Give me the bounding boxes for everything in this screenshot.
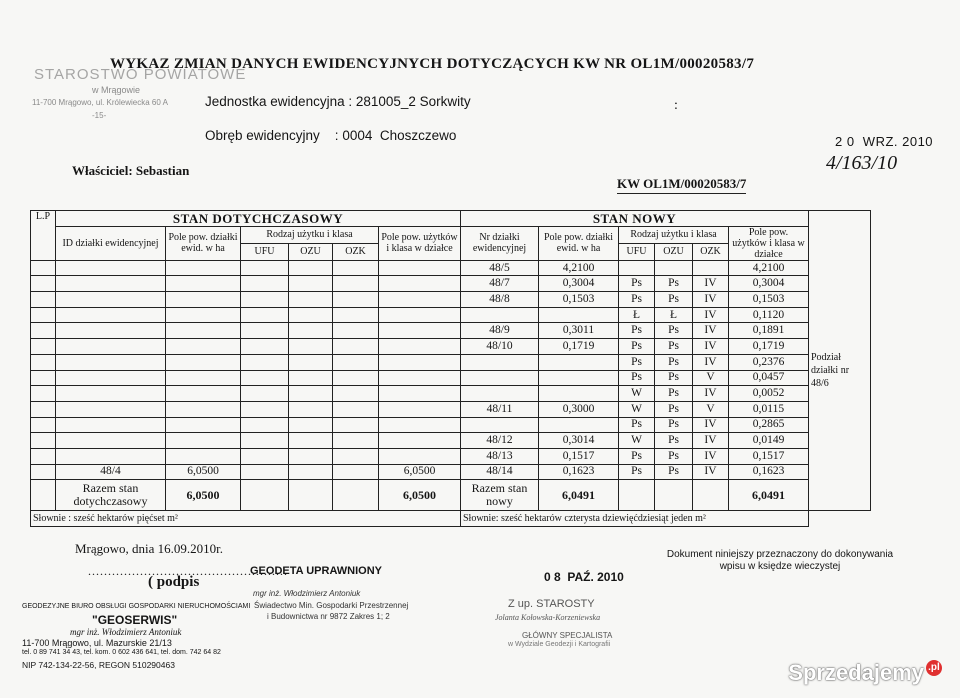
cell-old-id [56,260,166,276]
cell-area: 0,1503 [539,292,619,308]
cell-ozk: IV [693,307,729,323]
row-lp [31,292,56,308]
cell-use-area: 0,0457 [729,370,809,386]
cell-empty [289,386,333,402]
cell-nr [461,354,539,370]
total-new-ozk [693,480,729,511]
cell-old-use-area [379,323,461,339]
cell-empty [241,386,289,402]
new-use-header: Rodzaj użytku i klasa [619,226,729,243]
new-ozu-header: OZU [655,243,693,260]
cell-ozu: Ps [655,401,693,417]
cell-nr: 48/10 [461,339,539,355]
cell-old-area [166,370,241,386]
cell-area: 0,3011 [539,323,619,339]
new-area-header: Pole pow. działki ewid. w ha [539,226,619,260]
old-ozk-header: OZK [333,243,379,260]
cell-ufu: Ps [619,417,655,433]
cell-old-use-area [379,292,461,308]
cell-ufu: Ps [619,370,655,386]
old-ufu-header: UFU [241,243,289,260]
cell-ufu: W [619,386,655,402]
starosta-dept: w Wydziale Geodezji i Kartografii [508,641,611,648]
cell-ozk: IV [693,448,729,464]
row-lp [31,401,56,417]
cell-nr: 48/12 [461,433,539,449]
cell-empty [289,292,333,308]
old-use-header: Rodzaj użytku i klasa [241,226,379,243]
cell-empty [333,401,379,417]
cell-area [539,386,619,402]
cell-ozu: Ps [655,448,693,464]
cell-old-use-area [379,401,461,417]
cell-empty [241,464,289,480]
surveyor-name: mgr inż. Włodzimierz Antoniuk [253,589,361,598]
cell-old-id [56,354,166,370]
total-new-label: Razem stan nowy [461,480,539,511]
document-title: WYKAZ ZMIAN DANYCH EWIDENCYJNYCH DOTYCZĄCYCH KW NR OL1M/00020583/7 [110,56,755,72]
old-id-header: ID działki ewidencyjnej [56,226,166,260]
cell-empty [333,307,379,323]
cell-ozu: Ps [655,417,693,433]
cell-ozu: Ps [655,339,693,355]
cell-empty [241,276,289,292]
mark-colon: : [674,98,678,113]
place-date: Mrągowo, dnia 16.09.2010r. [75,541,224,556]
cell-empty [289,276,333,292]
remark-header [809,211,871,261]
cell-use-area: 0,1891 [729,323,809,339]
words-old: Słownie : sześć hektarów pięćset m² [31,511,461,527]
starosta-name: Jolanta Kołowska-Korzeniewska [495,613,601,622]
cell-old-id: 48/4 [56,464,166,480]
cell-old-area [166,417,241,433]
cell-empty [333,323,379,339]
old-use-area-header: Pole pow. użytków i klasa w działce [379,226,461,260]
cell-empty [241,307,289,323]
watermark-suffix: .pl [926,660,942,676]
cell-empty [333,448,379,464]
cell-ufu: W [619,401,655,417]
total-old-use: 6,0500 [379,480,461,511]
cell-empty [241,370,289,386]
cell-old-id [56,307,166,323]
cell-old-id [56,323,166,339]
row-lp [31,370,56,386]
new-ufu-header: UFU [619,243,655,260]
surveyor-number: i Budownictwa nr 9872 Zakres 1; 2 [267,612,390,621]
cell-ufu: Ps [619,464,655,480]
table-body [31,260,871,480]
table-row [31,260,871,276]
kw-reference: KW OL1M/00020583/7 [617,176,746,194]
cell-use-area: 0,1120 [729,307,809,323]
cell-empty [241,260,289,276]
signature-label: ( podpis [148,574,200,590]
old-area-header: Pole pow. działki ewid. w ha [166,226,241,260]
total-new-area: 6,0491 [539,480,619,511]
table-row [31,448,871,464]
cell-empty [289,370,333,386]
cell-area [539,307,619,323]
office-stamp-line-3: 11-700 Mrągowo, ul. Królewiecka 60 A [32,98,168,107]
owner-line: Właściciel: Sebastian [72,163,190,178]
cell-area: 0,3014 [539,433,619,449]
total-old-ozk [333,480,379,511]
cell-area: 0,3004 [539,276,619,292]
cell-ozk: IV [693,433,729,449]
cell-empty [289,401,333,417]
total-old-label: Razem stan dotychczasowy [56,480,166,511]
firm-line: GEODEZYJNE BIURO OBSŁUGI GOSPODARKI NIERUCHOMOŚCIAMI [22,603,251,610]
total-remark [809,480,871,511]
cell-empty [333,339,379,355]
old-state-header: STAN DOTYCHCZASOWY [56,211,461,227]
cell-use-area: 0,2376 [729,354,809,370]
cell-empty [241,292,289,308]
firm-name: "GEOSERWIS" [92,613,178,627]
row-lp [31,260,56,276]
cell-old-area [166,354,241,370]
cell-ozk: IV [693,323,729,339]
starosta-role: GŁÓWNY SPECJALISTA [522,631,613,640]
cell-empty [289,260,333,276]
cell-old-area: 6,0500 [166,464,241,480]
cell-old-use-area [379,417,461,433]
cell-nr: 48/14 [461,464,539,480]
cell-ufu: Ps [619,448,655,464]
cell-ozk: IV [693,417,729,433]
handwritten-reference: 4/163/10 [826,152,898,174]
table-row [31,354,871,370]
cell-use-area: 4,2100 [729,260,809,276]
cell-use-area: 0,1503 [729,292,809,308]
total-old-ozu [289,480,333,511]
cell-old-area [166,292,241,308]
table-row [31,433,871,449]
cell-ozu: Ps [655,276,693,292]
changes-table [30,210,871,527]
cell-empty [289,323,333,339]
total-new-ufu [619,480,655,511]
cell-old-area [166,433,241,449]
cell-empty [289,417,333,433]
cell-use-area: 0,1623 [729,464,809,480]
cell-ozu: Ps [655,433,693,449]
cell-empty [241,323,289,339]
cell-nr: 48/5 [461,260,539,276]
cell-old-id [56,339,166,355]
cell-old-area [166,448,241,464]
cell-ozk: IV [693,354,729,370]
cell-ufu: Ps [619,354,655,370]
cell-ozu: Ł [655,307,693,323]
cell-nr [461,307,539,323]
cell-nr [461,386,539,402]
cell-old-area [166,276,241,292]
row-lp [31,354,56,370]
cell-empty [241,417,289,433]
cell-empty [241,401,289,417]
table-row [31,292,871,308]
cell-old-use-area [379,276,461,292]
cell-old-use-area [379,386,461,402]
registration-unit: Jednostka ewidencyjna : 281005_2 Sorkwity [205,94,471,109]
office-stamp-line-4: -15- [92,111,107,120]
cell-use-area: 0,0115 [729,401,809,417]
cell-area [539,354,619,370]
cell-ufu: W [619,433,655,449]
received-date-stamp: 2 0 WRZ. 2010 [835,134,934,149]
cell-ozk: V [693,370,729,386]
table-row [31,276,871,292]
cell-empty [289,307,333,323]
cell-ozu: Ps [655,386,693,402]
firm-nip: NIP 742-134-22-56, REGON 510290463 [22,660,175,670]
cell-empty [289,464,333,480]
total-new-use: 6,0491 [729,480,809,511]
starosta-line: Z up. STAROSTY [508,598,595,610]
lp-header: L.P [31,211,56,261]
cell-nr: 48/8 [461,292,539,308]
table-row [31,323,871,339]
row-lp [31,417,56,433]
cell-empty [289,339,333,355]
approval-date-stamp: 0 8 PAŹ. 2010 [544,570,624,584]
cell-area: 0,1623 [539,464,619,480]
cell-ozk: V [693,401,729,417]
cell-use-area: 0,1719 [729,339,809,355]
cell-area [539,417,619,433]
cell-old-use-area [379,370,461,386]
cell-old-id [56,448,166,464]
cell-ozu: Ps [655,464,693,480]
cell-old-id [56,292,166,308]
firm-phones: tel. 0 89 741 34 43, tel. kom. 0 602 436 641, tel. dom. 742 64 82 [22,649,221,656]
row-lp [31,323,56,339]
cell-empty [333,417,379,433]
table-row [31,401,871,417]
firm-address: 11-700 Mrągowo, ul. Mazurskie 21/13 [22,638,172,648]
cell-old-id [56,370,166,386]
cell-old-id [56,386,166,402]
cell-old-id [56,417,166,433]
cell-ozu: Ps [655,323,693,339]
cell-old-use-area [379,448,461,464]
cell-old-id [56,276,166,292]
cell-empty [241,448,289,464]
table-row [31,464,871,480]
table-row [31,370,871,386]
cell-nr: 48/11 [461,401,539,417]
row-lp [31,464,56,480]
cell-old-use-area: 6,0500 [379,464,461,480]
row-lp [31,433,56,449]
row-lp [31,448,56,464]
cell-old-id [56,433,166,449]
firm-owner: mgr inż. Włodzimierz Antoniuk [70,627,182,637]
cell-use-area: 0,0149 [729,433,809,449]
cell-ufu [619,260,655,276]
cell-ozk [693,260,729,276]
cell-ozu: Ps [655,370,693,386]
remark-cell: Podział działki nr 48/6 [809,260,871,480]
row-lp [31,339,56,355]
cell-area: 0,1517 [539,448,619,464]
signature-line: .................................................. [88,564,288,578]
cell-old-area [166,339,241,355]
cell-old-use-area [379,354,461,370]
new-use-area-header: Pole pow. użytków i klasa w działce [729,226,809,260]
cell-old-use-area [379,260,461,276]
cell-ozk: IV [693,464,729,480]
surveyor-cert: Świadectwo Min. Gospodarki Przestrzennej [254,601,409,610]
row-lp [31,276,56,292]
cell-empty [289,433,333,449]
cell-area [539,370,619,386]
cell-empty [333,370,379,386]
cell-nr: 48/9 [461,323,539,339]
words-remark [809,511,871,527]
total-old-area: 6,0500 [166,480,241,511]
cell-use-area: 0,3004 [729,276,809,292]
cell-ufu: Ps [619,292,655,308]
cell-old-area [166,307,241,323]
old-ozu-header: OZU [289,243,333,260]
cell-ozk: IV [693,386,729,402]
watermark-logo [788,660,942,686]
table-row [31,417,871,433]
cell-empty [241,354,289,370]
cell-empty [333,386,379,402]
cell-empty [333,276,379,292]
cell-nr [461,370,539,386]
office-stamp-line-2: w Mrągowie [92,85,141,95]
cell-old-use-area [379,339,461,355]
total-lp [31,480,56,511]
cell-area: 0,1719 [539,339,619,355]
cell-empty [289,448,333,464]
cell-old-area [166,386,241,402]
document-note: Dokument niniejszy przeznaczony do dokonywania wpisu w księdze wieczystej [666,549,894,572]
cell-old-use-area [379,307,461,323]
cell-ufu: Ps [619,323,655,339]
cell-empty [241,433,289,449]
cell-ufu: Ł [619,307,655,323]
table-row [31,386,871,402]
cell-ozu [655,260,693,276]
cell-ozk: IV [693,339,729,355]
cell-use-area: 0,2865 [729,417,809,433]
surveyor-title: GEODETA UPRAWNIONY [250,565,383,577]
cell-ufu: Ps [619,339,655,355]
cell-empty [333,433,379,449]
cell-empty [333,354,379,370]
cell-old-area [166,323,241,339]
cell-old-use-area [379,433,461,449]
cell-empty [333,464,379,480]
table-row [31,307,871,323]
office-stamp-line-1: STAROSTWO POWIATOWE [34,66,247,83]
cell-area: 4,2100 [539,260,619,276]
total-new-ozu [655,480,693,511]
cell-nr [461,417,539,433]
cell-nr: 48/13 [461,448,539,464]
cell-ozu: Ps [655,354,693,370]
new-state-header: STAN NOWY [461,211,809,227]
words-new: Słownie: sześć hektarów czterysta dziewięćdziesiąt jeden m² [461,511,809,527]
new-nr-header: Nr działki ewidencyjnej [461,226,539,260]
watermark-text: Sprzedajemy [788,660,924,685]
cell-ozk: IV [693,276,729,292]
cell-nr: 48/7 [461,276,539,292]
new-ozk-header: OZK [693,243,729,260]
cell-empty [241,339,289,355]
cell-area: 0,3000 [539,401,619,417]
total-old-ufu [241,480,289,511]
cell-ufu: Ps [619,276,655,292]
cell-empty [333,292,379,308]
registration-precinct: Obręb ewidencyjny : 0004 Choszczewo [205,128,457,143]
cell-use-area: 0,1517 [729,448,809,464]
cell-old-area [166,401,241,417]
cell-ozk: IV [693,292,729,308]
row-lp [31,307,56,323]
cell-use-area: 0,0052 [729,386,809,402]
cell-old-area [166,260,241,276]
cell-old-id [56,401,166,417]
row-lp [31,386,56,402]
cell-ozu: Ps [655,292,693,308]
cell-empty [333,260,379,276]
cell-empty [289,354,333,370]
table-row [31,339,871,355]
